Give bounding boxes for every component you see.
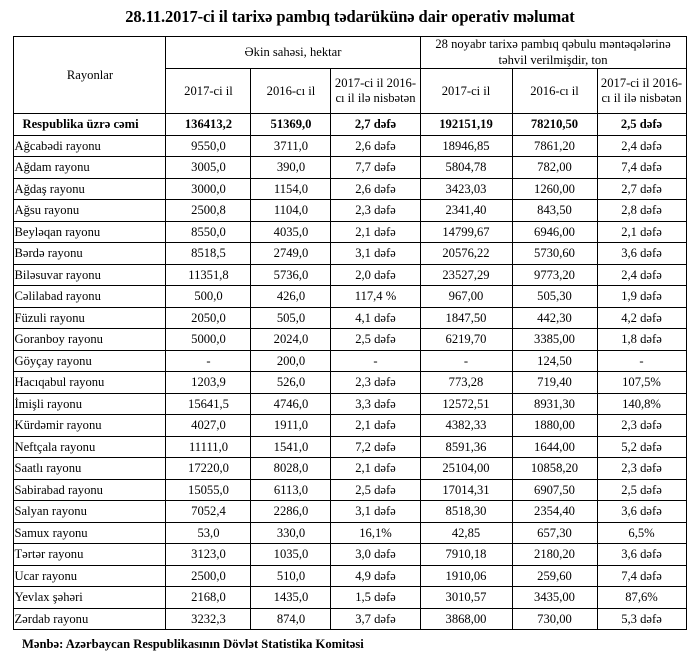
row-value: 2024,0	[251, 329, 331, 351]
row-value: 2,4 dəfə	[597, 135, 686, 157]
row-value: 2,1 dəfə	[597, 221, 686, 243]
table-row	[14, 479, 686, 501]
row-value: 5730,60	[512, 243, 597, 265]
row-value: 5736,0	[251, 264, 331, 286]
table-row	[14, 157, 686, 179]
row-value: 140,8%	[597, 393, 686, 415]
row-value: 11351,8	[166, 264, 251, 286]
row-value: 5,2 dəfə	[597, 436, 686, 458]
row-label: Ağsu rayonu	[14, 200, 166, 222]
row-value: 4,2 dəfə	[597, 307, 686, 329]
row-value: 3,0 dəfə	[331, 544, 420, 566]
row-value: 4,1 dəfə	[331, 307, 420, 329]
table-row	[14, 436, 686, 458]
cotton-procurement-table	[13, 36, 686, 630]
row-value: 390,0	[251, 157, 331, 179]
row-value: 2,3 dəfə	[331, 200, 420, 222]
row-label: Ağcabədi rayonu	[14, 135, 166, 157]
row-value: 1,8 dəfə	[597, 329, 686, 351]
row-value: 1,9 dəfə	[597, 286, 686, 308]
row-value: 843,50	[512, 200, 597, 222]
column-header-delivered-ratio: 2017-ci il 2016-cı il ilə nisbətən	[597, 69, 686, 114]
row-value: 967,00	[420, 286, 512, 308]
row-label: Sabirabad rayonu	[14, 479, 166, 501]
row-value: 1154,0	[251, 178, 331, 200]
row-value: 3,1 dəfə	[331, 243, 420, 265]
row-label: Saatlı rayonu	[14, 458, 166, 480]
table-row	[14, 200, 686, 222]
row-label: Ağdam rayonu	[14, 157, 166, 179]
column-header-area-ratio: 2017-ci il 2016-cı il ilə nisbətən	[331, 69, 420, 114]
row-value: 8028,0	[251, 458, 331, 480]
row-value: -	[331, 350, 420, 372]
table-row	[14, 135, 686, 157]
row-value: 9773,20	[512, 264, 597, 286]
source-note: Mənbə: Azərbaycan Respublikasının Dövlət Statistika Komitəsi	[22, 637, 364, 652]
row-value: 2,1 dəfə	[331, 221, 420, 243]
row-value: 7052,4	[166, 501, 251, 523]
row-value: 505,30	[512, 286, 597, 308]
row-value: 1847,50	[420, 307, 512, 329]
row-value: 5804,78	[420, 157, 512, 179]
row-label: Goranboy rayonu	[14, 329, 166, 351]
row-value: 2,5 dəfə	[331, 479, 420, 501]
row-value: 3711,0	[251, 135, 331, 157]
row-value: 6946,00	[512, 221, 597, 243]
row-label: Yevlax şəhəri	[14, 587, 166, 609]
row-value: 2,3 dəfə	[597, 415, 686, 437]
row-label: Zərdab rayonu	[14, 608, 166, 630]
row-label: Respublika üzrə cəmi	[14, 114, 166, 136]
table-row	[14, 587, 686, 609]
row-value: 3005,0	[166, 157, 251, 179]
row-label: Biləsuvar rayonu	[14, 264, 166, 286]
row-value: 874,0	[251, 608, 331, 630]
column-header-area-2017: 2017-ci il	[166, 69, 251, 114]
row-value: 7,2 dəfə	[331, 436, 420, 458]
row-value: 2,5 dəfə	[597, 479, 686, 501]
row-value: 16,1%	[331, 522, 420, 544]
row-value: 2,8 dəfə	[597, 200, 686, 222]
row-value: 8550,0	[166, 221, 251, 243]
row-value: 14799,67	[420, 221, 512, 243]
row-value: 6,5%	[597, 522, 686, 544]
row-value: 11111,0	[166, 436, 251, 458]
table-row	[14, 565, 686, 587]
row-value: 6907,50	[512, 479, 597, 501]
table-row	[14, 178, 686, 200]
row-value: 782,00	[512, 157, 597, 179]
row-value: 3,6 dəfə	[597, 501, 686, 523]
row-value: 259,60	[512, 565, 597, 587]
row-label: Kürdəmir rayonu	[14, 415, 166, 437]
row-value: 730,00	[512, 608, 597, 630]
row-value: 3123,0	[166, 544, 251, 566]
row-value: 2,0 dəfə	[331, 264, 420, 286]
table-row	[14, 544, 686, 566]
row-value: 5000,0	[166, 329, 251, 351]
row-label: Samux rayonu	[14, 522, 166, 544]
row-value: 1035,0	[251, 544, 331, 566]
row-value: 773,28	[420, 372, 512, 394]
row-value: 2,7 dəfə	[331, 114, 420, 136]
row-value: -	[597, 350, 686, 372]
row-label: İmişli rayonu	[14, 393, 166, 415]
row-value: 2,6 dəfə	[331, 178, 420, 200]
row-value: 6113,0	[251, 479, 331, 501]
row-value: -	[420, 350, 512, 372]
row-label: Bərdə rayonu	[14, 243, 166, 265]
row-value: 15055,0	[166, 479, 251, 501]
row-value: 2,1 dəfə	[331, 415, 420, 437]
row-value: 1203,9	[166, 372, 251, 394]
row-value: 78210,50	[512, 114, 597, 136]
column-header-rayonlar: Rayonlar	[14, 36, 166, 113]
row-value: 20576,22	[420, 243, 512, 265]
table-header	[14, 36, 686, 113]
row-value: 3435,00	[512, 587, 597, 609]
column-header-area-2016: 2016-cı il	[251, 69, 331, 114]
row-value: 2500,0	[166, 565, 251, 587]
table-body	[14, 114, 686, 630]
table-row	[14, 608, 686, 630]
row-value: 8518,5	[166, 243, 251, 265]
row-value: 442,30	[512, 307, 597, 329]
row-value: 426,0	[251, 286, 331, 308]
row-value: 7,4 dəfə	[597, 565, 686, 587]
row-value: 1541,0	[251, 436, 331, 458]
row-value: 3,3 dəfə	[331, 393, 420, 415]
row-value: 3232,3	[166, 608, 251, 630]
row-value: 2,3 dəfə	[331, 372, 420, 394]
row-value: 3,6 dəfə	[597, 544, 686, 566]
row-value: 2354,40	[512, 501, 597, 523]
row-value: -	[166, 350, 251, 372]
row-value: 4035,0	[251, 221, 331, 243]
row-value: 1260,00	[512, 178, 597, 200]
row-value: 200,0	[251, 350, 331, 372]
row-value: 17220,0	[166, 458, 251, 480]
row-value: 1644,00	[512, 436, 597, 458]
row-label: Füzuli rayonu	[14, 307, 166, 329]
row-label: Tərtər rayonu	[14, 544, 166, 566]
row-value: 2050,0	[166, 307, 251, 329]
row-value: 2341,40	[420, 200, 512, 222]
table-row	[14, 243, 686, 265]
row-value: 2286,0	[251, 501, 331, 523]
row-value: 3,7 dəfə	[331, 608, 420, 630]
row-value: 1911,0	[251, 415, 331, 437]
row-value: 25104,00	[420, 458, 512, 480]
page-title: 28.11.2017-ci il tarixə pambıq tədarükünə dair operativ məlumat	[125, 7, 575, 26]
row-value: 18946,85	[420, 135, 512, 157]
table-row	[14, 307, 686, 329]
row-value: 2,6 dəfə	[331, 135, 420, 157]
row-value: 8931,30	[512, 393, 597, 415]
row-value: 3000,0	[166, 178, 251, 200]
row-value: 87,6%	[597, 587, 686, 609]
column-header-delivered-2017: 2017-ci il	[420, 69, 512, 114]
row-label: Salyan rayonu	[14, 501, 166, 523]
row-value: 1435,0	[251, 587, 331, 609]
row-value: 3423,03	[420, 178, 512, 200]
row-label: Ucar rayonu	[14, 565, 166, 587]
row-value: 1880,00	[512, 415, 597, 437]
row-value: 2500,8	[166, 200, 251, 222]
column-group-sowing-area: Əkin sahəsi, hektar	[166, 36, 420, 68]
row-value: 500,0	[166, 286, 251, 308]
row-value: 17014,31	[420, 479, 512, 501]
row-value: 4,9 dəfə	[331, 565, 420, 587]
row-label: Ağdaş rayonu	[14, 178, 166, 200]
row-value: 3868,00	[420, 608, 512, 630]
row-value: 2180,20	[512, 544, 597, 566]
row-label: Göyçay rayonu	[14, 350, 166, 372]
table-row	[14, 501, 686, 523]
row-value: 2749,0	[251, 243, 331, 265]
row-value: 510,0	[251, 565, 331, 587]
row-value: 42,85	[420, 522, 512, 544]
row-value: 53,0	[166, 522, 251, 544]
row-value: 657,30	[512, 522, 597, 544]
row-label: Beyləqan rayonu	[14, 221, 166, 243]
column-header-delivered-2016: 2016-cı il	[512, 69, 597, 114]
row-value: 9550,0	[166, 135, 251, 157]
row-value: 1910,06	[420, 565, 512, 587]
row-value: 3,1 dəfə	[331, 501, 420, 523]
row-value: 2,4 dəfə	[597, 264, 686, 286]
row-value: 4382,33	[420, 415, 512, 437]
row-value: 5,3 dəfə	[597, 608, 686, 630]
row-value: 330,0	[251, 522, 331, 544]
row-value: 136413,2	[166, 114, 251, 136]
row-value: 12572,51	[420, 393, 512, 415]
table-row	[14, 329, 686, 351]
row-value: 117,4 %	[331, 286, 420, 308]
row-value: 7,7 dəfə	[331, 157, 420, 179]
table-row	[14, 264, 686, 286]
row-value: 15641,5	[166, 393, 251, 415]
row-value: 7,4 dəfə	[597, 157, 686, 179]
row-value: 4746,0	[251, 393, 331, 415]
table-row	[14, 372, 686, 394]
table-row	[14, 114, 686, 136]
row-value: 719,40	[512, 372, 597, 394]
row-value: 8591,36	[420, 436, 512, 458]
row-value: 1,5 dəfə	[331, 587, 420, 609]
row-value: 3385,00	[512, 329, 597, 351]
row-value: 6219,70	[420, 329, 512, 351]
table-row	[14, 415, 686, 437]
column-group-delivered: 28 noyabr tarixə pambıq qəbulu məntəqələrinə təhvil verilmişdir, ton	[420, 36, 686, 68]
row-label: Neftçala rayonu	[14, 436, 166, 458]
row-value: 192151,19	[420, 114, 512, 136]
row-value: 23527,29	[420, 264, 512, 286]
row-value: 7910,18	[420, 544, 512, 566]
row-value: 2,5 dəfə	[597, 114, 686, 136]
row-value: 124,50	[512, 350, 597, 372]
row-value: 2,7 dəfə	[597, 178, 686, 200]
row-value: 51369,0	[251, 114, 331, 136]
table-row	[14, 393, 686, 415]
table-row	[14, 458, 686, 480]
row-value: 2,3 dəfə	[597, 458, 686, 480]
row-value: 10858,20	[512, 458, 597, 480]
row-label: Hacıqabul rayonu	[14, 372, 166, 394]
row-value: 1104,0	[251, 200, 331, 222]
row-value: 2,1 dəfə	[331, 458, 420, 480]
row-value: 3010,57	[420, 587, 512, 609]
row-label: Cəlilabad rayonu	[14, 286, 166, 308]
table-row	[14, 221, 686, 243]
row-value: 526,0	[251, 372, 331, 394]
table-row	[14, 522, 686, 544]
row-value: 505,0	[251, 307, 331, 329]
table-row	[14, 286, 686, 308]
row-value: 2,5 dəfə	[331, 329, 420, 351]
row-value: 107,5%	[597, 372, 686, 394]
row-value: 7861,20	[512, 135, 597, 157]
row-value: 2168,0	[166, 587, 251, 609]
row-value: 4027,0	[166, 415, 251, 437]
table-row	[14, 350, 686, 372]
row-value: 3,6 dəfə	[597, 243, 686, 265]
row-value: 8518,30	[420, 501, 512, 523]
